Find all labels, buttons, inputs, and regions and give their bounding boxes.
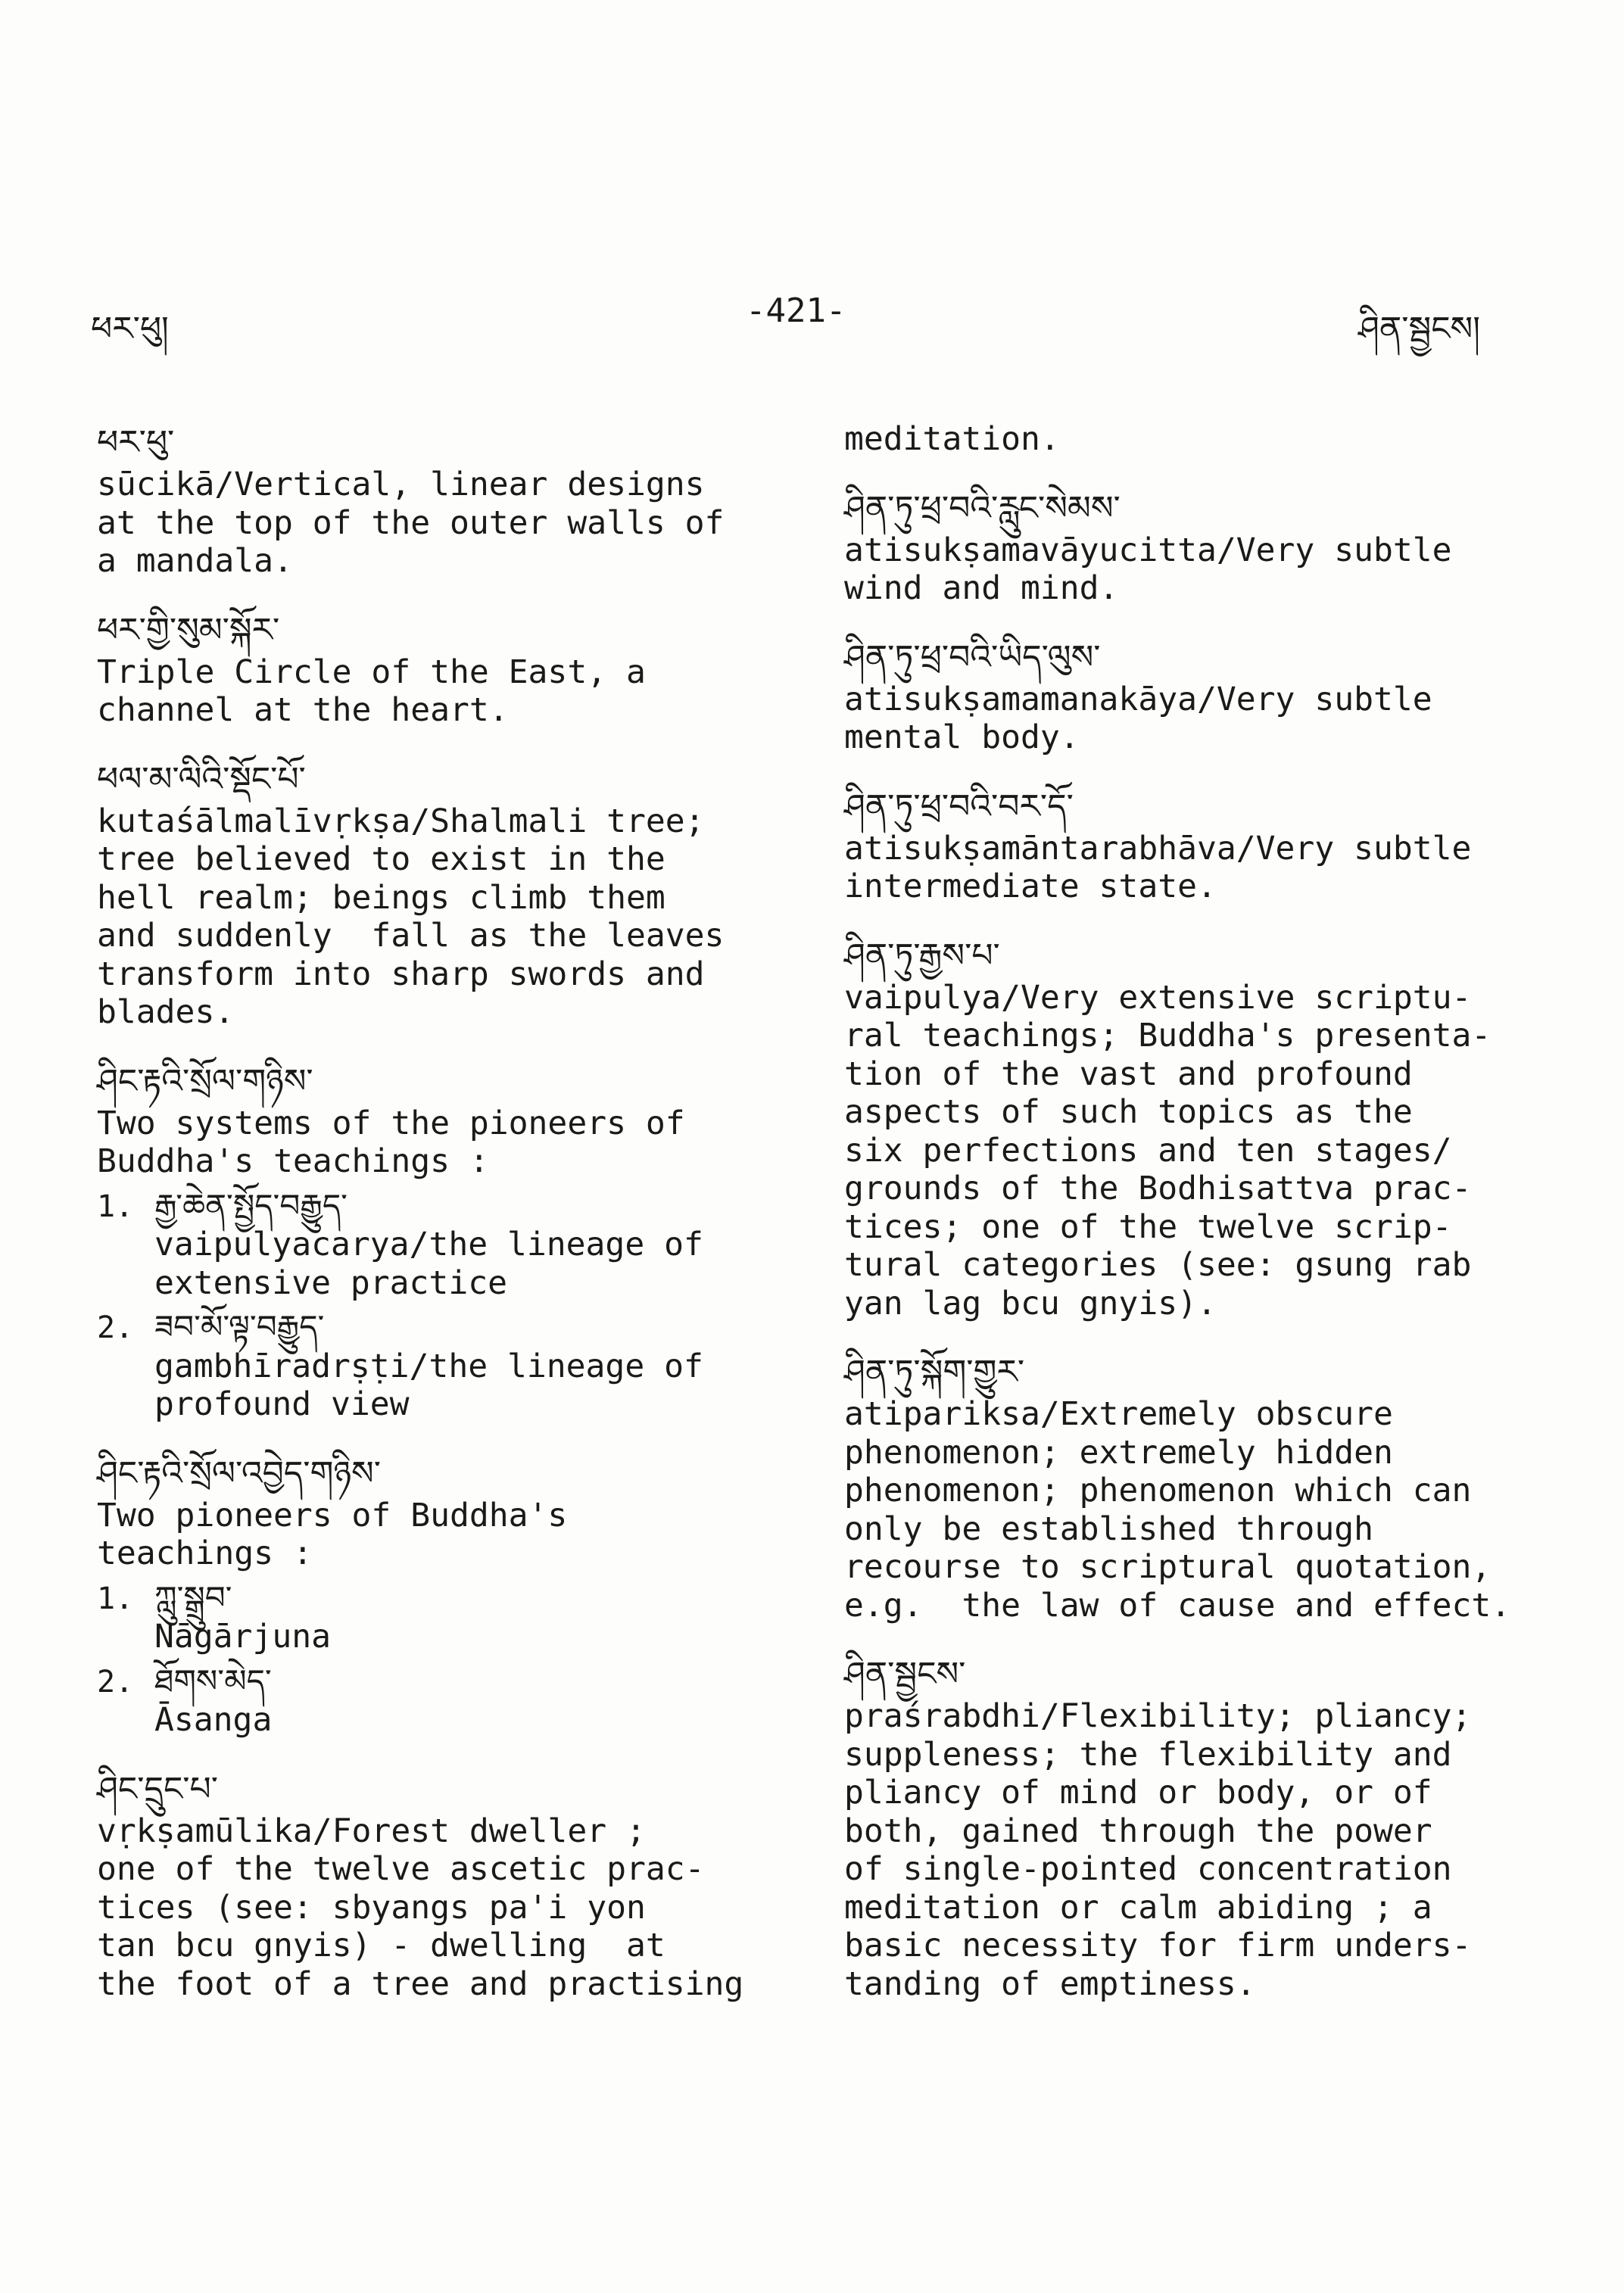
header-left-tibetan: ཕར་ཕུ། [91, 310, 169, 348]
entry-headword: ཤིང་རྟའི་སྲོལ་གཉིས་ [97, 1061, 313, 1101]
definition-line: kutaśālmalīvṛkṣa/Shalmali tree; [97, 802, 705, 840]
numbered-item [97, 1187, 743, 1226]
definition-line: phenomenon; extremely hidden [844, 1433, 1393, 1472]
dictionary-entry [844, 635, 1510, 757]
item-line: extensive practice [154, 1263, 507, 1302]
definition-line: of single-pointed concentration [844, 1850, 1452, 1888]
definition-line: tanding of emptiness. [844, 1964, 1256, 2003]
numbered-item [97, 1662, 743, 1702]
definition-line: Two pioneers of Buddha's [97, 1496, 568, 1534]
definition-line: atisukṣamamanakāya/Very subtle [844, 680, 1432, 718]
definition-line: atisukṣamāntarabhāva/Very subtle [844, 829, 1472, 868]
definition-line: recourse to scriptural quotation, [844, 1548, 1492, 1586]
definition-line: yan lag bcu gnyis). [844, 1284, 1217, 1323]
dictionary-entry [97, 757, 743, 1032]
definition-line: meditation. [844, 420, 1060, 458]
definition-line: aspects of such topics as the [844, 1093, 1413, 1131]
entry-spacer [844, 608, 1510, 625]
definition-line: and suddenly fall as the leaves [97, 917, 725, 955]
definition-line: a mandala. [97, 542, 293, 580]
definition-line: transform into sharp swords and [97, 955, 705, 993]
definition-line: wind and mind. [844, 569, 1119, 607]
entry-spacer [844, 459, 1510, 475]
definition-line: tan bcu gnyis) - dwelling at [97, 1927, 665, 1964]
definition-line: hell realm; beings climb them [97, 878, 665, 917]
item-number: 2. [97, 1310, 134, 1345]
item-line: Āsanga [154, 1701, 273, 1739]
left-column [97, 420, 743, 2003]
right-column [844, 420, 1510, 2003]
entry-headword: ཤིན་ཏུ་ཕྲ་བའི་བར་དོ་ [844, 787, 1074, 826]
definition-line: grounds of the Bodhisattva prac- [844, 1170, 1472, 1207]
item-tibetan: རྒྱ་ཆེན་སྤྱོད་བརྒྱུད་ [154, 1186, 348, 1224]
definition-line: tion of the vast and profound [844, 1055, 1413, 1093]
dictionary-entry [844, 420, 1510, 459]
definition-line: tree believed to exist in the [97, 840, 665, 878]
definition-line: the foot of a tree and practising [97, 1964, 744, 2003]
page-number: -421- [746, 291, 846, 330]
definition-line: atisukṣamavāyucitta/Very subtle [844, 531, 1452, 569]
definition-line: mental body. [844, 718, 1080, 756]
definition-line: intermediate state. [844, 868, 1217, 905]
entry-headword: ཤིན་ཏུ་ཕྲ་བའི་རླུང་སེམས་ [844, 488, 1121, 528]
definition-line: vaipulya/Very extensive scriptu- [844, 978, 1472, 1017]
definition-line: six perfections and ten stages/ [844, 1131, 1452, 1170]
definition-line: Triple Circle of the East, a [97, 653, 646, 691]
definition-line: basic necessity for firm unders- [844, 1927, 1472, 1964]
definition-line: phenomenon; phenomenon which can [844, 1472, 1472, 1509]
entry-spacer [844, 757, 1510, 774]
entry-spacer [97, 581, 743, 597]
definition-line: one of the twelve ascetic prac- [97, 1850, 705, 1888]
entry-spacer [97, 730, 743, 746]
entry-headword: ཕལ་མ་ལིའི་སྡོང་པོ་ [97, 759, 306, 799]
numbered-item [97, 1308, 743, 1347]
definition-line: meditation or calm abiding ; a [844, 1888, 1432, 1927]
definition-line: praśrabdhi/Flexibility; pliancy; [844, 1697, 1472, 1735]
item-tibetan: ཀླུ་སྒྲུབ་ [154, 1578, 232, 1616]
entry-spacer [97, 1032, 743, 1048]
numbered-item [97, 1579, 743, 1618]
dictionary-entry [844, 1350, 1510, 1625]
definition-line: tural categories (see: gsung rab [844, 1246, 1472, 1284]
definition-line: tices (see: sbyangs pa'i yon [97, 1888, 646, 1927]
entry-spacer [97, 1740, 743, 1756]
definition-line: e.g. the law of cause and effect. [844, 1586, 1511, 1625]
definition-line: suppleness; the flexibility and [844, 1735, 1452, 1774]
dictionary-entry [97, 608, 743, 730]
definition-line: Two systems of the pioneers of [97, 1104, 685, 1142]
dictionary-entry [844, 1652, 1510, 2003]
item-tibetan: ཟབ་མོ་ལྟ་བརྒྱུད་ [154, 1308, 325, 1345]
dictionary-entry [844, 486, 1510, 608]
header-right-tibetan: ཤིན་སྦྱངས། [1358, 310, 1480, 348]
entry-headword: ཕར་གྱི་སུམ་སྐོར་ [97, 610, 280, 650]
item-tibetan: ཐོགས་མེད་ [154, 1662, 272, 1699]
item-number: 1. [97, 1189, 134, 1224]
definition-line: blades. [97, 993, 235, 1031]
definition-line: channel at the heart. [97, 691, 509, 729]
definition-line: teachings : [97, 1534, 313, 1572]
entry-headword: ཤིན་ཏུ་རྒྱས་པ་ [844, 936, 1000, 975]
item-number: 2. [97, 1664, 134, 1699]
dictionary-entry [844, 933, 1510, 1323]
definition-line: both, gained through the power [844, 1812, 1432, 1850]
definition-line: pliancy of mind or body, or of [844, 1774, 1432, 1812]
entry-headword: ཤིན་ཏུ་སྐོག་གྱུར་ [844, 1353, 1025, 1391]
dictionary-entry [97, 420, 743, 581]
entry-spacer [844, 906, 1510, 923]
entry-headword: ཤིང་དྲུང་པ་ [97, 1769, 218, 1809]
dictionary-entry [97, 1767, 743, 2004]
definition-line: vṛkṣamūlika/Forest dweller ; [97, 1812, 646, 1850]
definition-line: tices; one of the twelve scrip- [844, 1207, 1452, 1246]
definition-line: ral teachings; Buddha's presenta- [844, 1017, 1492, 1055]
dictionary-entry [97, 1059, 743, 1424]
item-line: gambhīradrṣṭi/the lineage of [154, 1347, 703, 1385]
entry-headword: ཤིན་སྦྱངས་ [844, 1655, 966, 1693]
definition-line: atipariksa/Extremely obscure [844, 1395, 1393, 1433]
entry-spacer [844, 1625, 1510, 1641]
entry-spacer [97, 1424, 743, 1441]
item-line: vaipulyacarya/the lineage of [154, 1226, 703, 1263]
definition-line: Buddha's teachings : [97, 1142, 489, 1180]
dictionary-entry [844, 784, 1510, 906]
dictionary-entry [97, 1451, 743, 1740]
definition-line: only be established through [844, 1509, 1373, 1548]
item-number: 1. [97, 1581, 134, 1616]
entry-headword: ཕར་ཕུ་ [97, 423, 175, 462]
entry-spacer [844, 1323, 1510, 1339]
definition-line: sūcikā/Vertical, linear designs [97, 466, 705, 503]
entry-headword: ཤིན་ཏུ་ཕྲ་བའི་ཡིད་ལུས་ [844, 637, 1101, 677]
item-line: profound view [154, 1385, 410, 1423]
definition-line: at the top of the outer walls of [97, 503, 725, 542]
entry-headword: ཤིང་རྟའི་སྲོལ་འབྱེད་གཉིས་ [97, 1453, 381, 1493]
item-line: Nāgārjuna [154, 1618, 331, 1656]
